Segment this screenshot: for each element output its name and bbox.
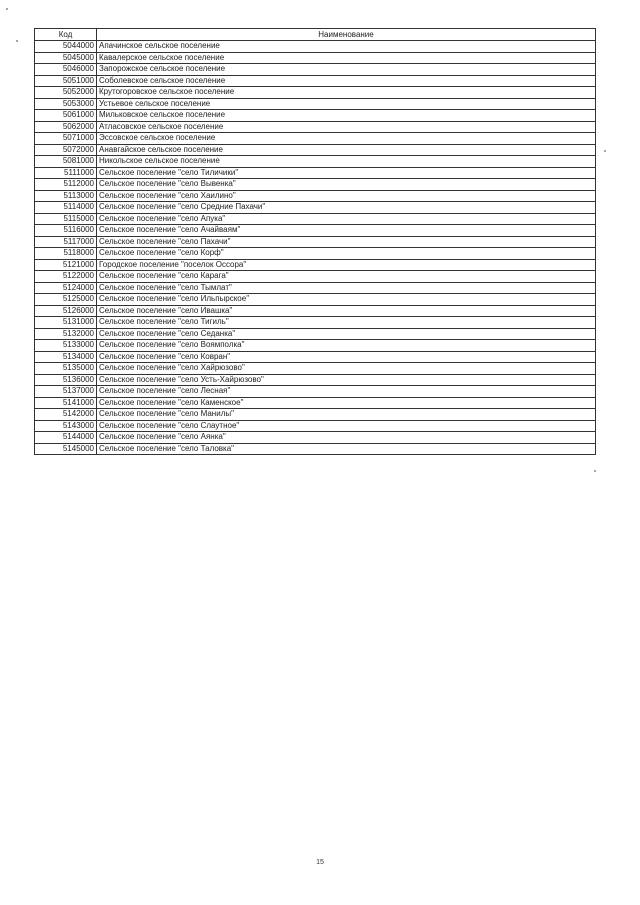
table-row [35, 363, 596, 375]
row-name: Атласовское сельское поселение [97, 121, 596, 133]
row-name: Соболевское сельское поселение [97, 75, 596, 87]
row-code: 5124000 [35, 282, 97, 294]
header-code: Код [35, 29, 97, 41]
table-row [35, 397, 596, 409]
row-name: Сельское поселение "село Тигиль" [97, 317, 596, 329]
row-name: Сельское поселение "село Слаутное" [97, 420, 596, 432]
row-name: Запорожское сельское поселение [97, 64, 596, 76]
row-name: Сельское поселение "село Средние Пахачи" [97, 202, 596, 214]
row-code: 5121000 [35, 259, 97, 271]
table-row [35, 236, 596, 248]
table-row [35, 443, 596, 455]
row-name: Сельское поселение "село Седанка" [97, 328, 596, 340]
table-row [35, 98, 596, 110]
row-code: 5052000 [35, 87, 97, 99]
table-row [35, 271, 596, 283]
row-name: Городское поселение "поселок Оссора" [97, 259, 596, 271]
row-code: 5081000 [35, 156, 97, 168]
table-row [35, 328, 596, 340]
row-name: Сельское поселение "село Каменское" [97, 397, 596, 409]
row-name: Сельское поселение "село Таловка" [97, 443, 596, 455]
table-row [35, 144, 596, 156]
table-row [35, 213, 596, 225]
row-code: 5115000 [35, 213, 97, 225]
row-name: Сельское поселение "село Пахачи" [97, 236, 596, 248]
table-header-row [35, 29, 596, 41]
table-row [35, 167, 596, 179]
row-name: Анавгайское сельское поселение [97, 144, 596, 156]
row-code: 5134000 [35, 351, 97, 363]
row-code: 5131000 [35, 317, 97, 329]
table-row [35, 190, 596, 202]
row-name: Сельское поселение "село Аянка" [97, 432, 596, 444]
row-code: 5046000 [35, 64, 97, 76]
row-name: Сельское поселение "село Ильпырское" [97, 294, 596, 306]
row-name: Сельское поселение "село Корф" [97, 248, 596, 260]
row-code: 5145000 [35, 443, 97, 455]
table-row [35, 420, 596, 432]
row-name: Сельское поселение "село Вывенка" [97, 179, 596, 191]
row-code: 5113000 [35, 190, 97, 202]
row-name: Сельское поселение "село Манилы" [97, 409, 596, 421]
row-name: Крутогоровское сельское поселение [97, 87, 596, 99]
table-row [35, 248, 596, 260]
row-code: 5061000 [35, 110, 97, 122]
row-name: Сельское поселение "село Хаилино" [97, 190, 596, 202]
row-code: 5132000 [35, 328, 97, 340]
table-row [35, 121, 596, 133]
row-code: 5144000 [35, 432, 97, 444]
row-code: 5051000 [35, 75, 97, 87]
row-code: 5111000 [35, 167, 97, 179]
row-code: 5142000 [35, 409, 97, 421]
row-code: 5053000 [35, 98, 97, 110]
row-name: Сельское поселение "село Ачайваям" [97, 225, 596, 237]
table-row [35, 110, 596, 122]
table-row [35, 305, 596, 317]
row-code: 5126000 [35, 305, 97, 317]
row-name: Апачинское сельское поселение [97, 41, 596, 53]
row-code: 5125000 [35, 294, 97, 306]
row-code: 5141000 [35, 397, 97, 409]
row-name: Сельское поселение "село Ковран" [97, 351, 596, 363]
row-code: 5114000 [35, 202, 97, 214]
row-name: Эссовское сельское поселение [97, 133, 596, 145]
scan-speck [16, 40, 18, 42]
row-name: Никольское сельское поселение [97, 156, 596, 168]
scan-speck [6, 8, 8, 10]
page-number: 15 [316, 859, 324, 866]
table-row [35, 41, 596, 53]
row-name: Мильковское сельское поселение [97, 110, 596, 122]
table-row [35, 179, 596, 191]
row-name: Сельское поселение "село Тымлат" [97, 282, 596, 294]
row-code: 5071000 [35, 133, 97, 145]
row-code: 5122000 [35, 271, 97, 283]
row-code: 5133000 [35, 340, 97, 352]
row-name: Сельское поселение "село Карага" [97, 271, 596, 283]
table-row [35, 386, 596, 398]
scan-speck [604, 150, 606, 152]
row-name: Сельское поселение "село Тиличики" [97, 167, 596, 179]
row-name: Сельское поселение "село Хайрюзово" [97, 363, 596, 375]
row-name: Сельское поселение "село Ивашка" [97, 305, 596, 317]
row-name: Сельское поселение "село Усть-Хайрюзово" [97, 374, 596, 386]
table-row [35, 432, 596, 444]
row-code: 5137000 [35, 386, 97, 398]
table-row [35, 52, 596, 64]
table-body [35, 41, 596, 455]
row-name: Сельское поселение "село Воямполка" [97, 340, 596, 352]
row-code: 5116000 [35, 225, 97, 237]
row-code: 5136000 [35, 374, 97, 386]
table-row [35, 351, 596, 363]
table-row [35, 317, 596, 329]
row-code: 5044000 [35, 41, 97, 53]
row-code: 5072000 [35, 144, 97, 156]
table-row [35, 282, 596, 294]
table-row [35, 87, 596, 99]
row-code: 5118000 [35, 248, 97, 260]
table-row [35, 156, 596, 168]
table-row [35, 409, 596, 421]
row-name: Сельское поселение "село Лесная" [97, 386, 596, 398]
table-row [35, 340, 596, 352]
row-code: 5062000 [35, 121, 97, 133]
row-code: 5117000 [35, 236, 97, 248]
row-code: 5135000 [35, 363, 97, 375]
row-name: Сельское поселение "село Апука" [97, 213, 596, 225]
row-name: Устьевое сельское поселение [97, 98, 596, 110]
table-row [35, 133, 596, 145]
table-row [35, 294, 596, 306]
header-name: Наименование [97, 29, 596, 41]
row-code: 5045000 [35, 52, 97, 64]
table-row [35, 225, 596, 237]
municipality-code-table [34, 28, 596, 455]
table-row [35, 259, 596, 271]
table-row [35, 75, 596, 87]
row-name: Кавалерское сельское поселение [97, 52, 596, 64]
table-row [35, 202, 596, 214]
table-row [35, 374, 596, 386]
scan-speck [594, 470, 596, 472]
row-code: 5112000 [35, 179, 97, 191]
table-row [35, 64, 596, 76]
row-code: 5143000 [35, 420, 97, 432]
